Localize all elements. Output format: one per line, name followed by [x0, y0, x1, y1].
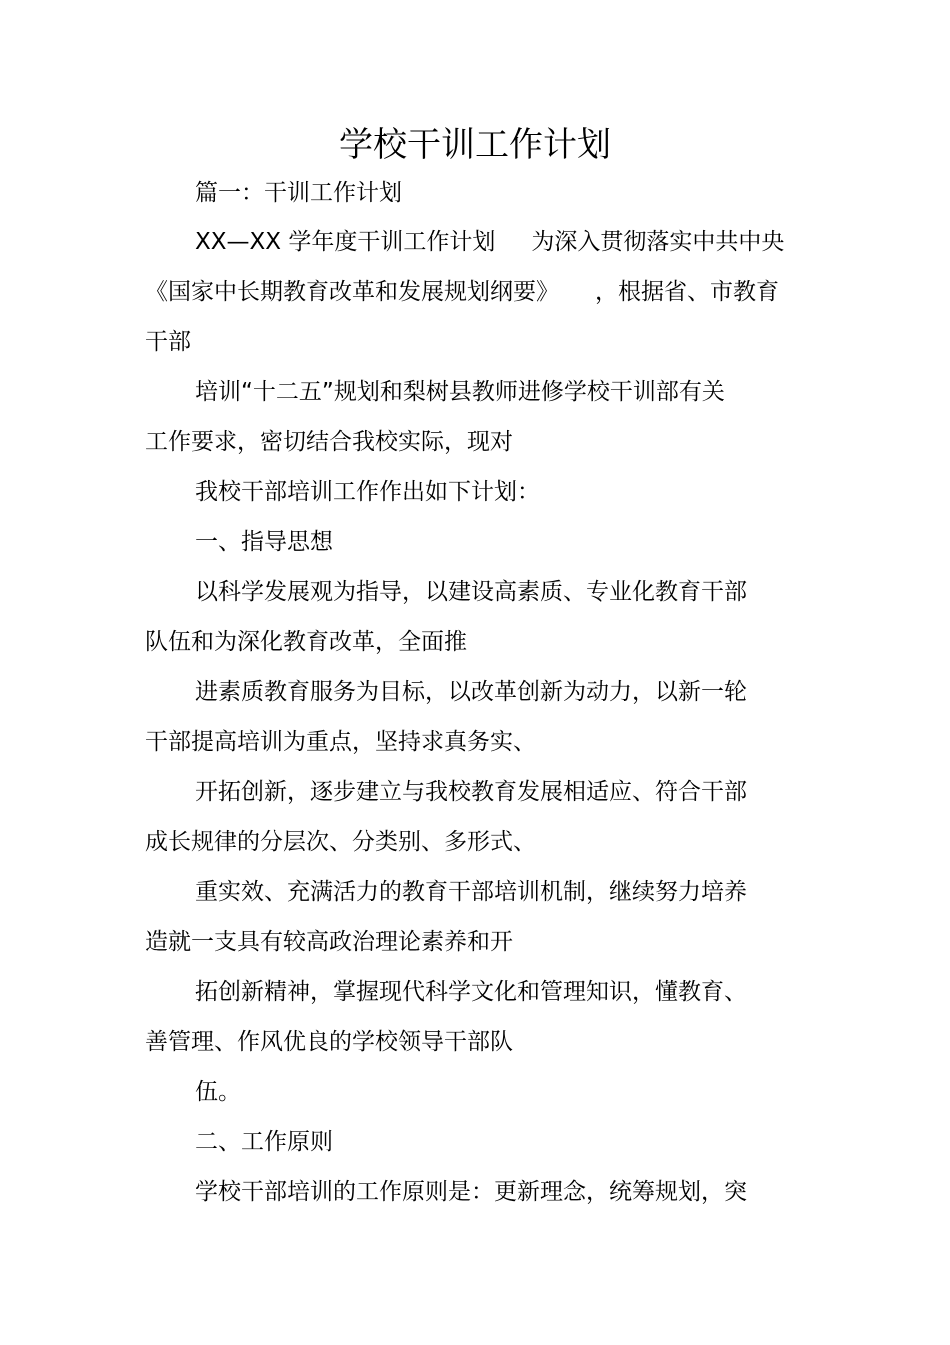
paragraph-line: 以科学发展观为指导，以建设高素质、专业化教育干部	[195, 579, 747, 605]
plan-year-title: XX—XX 学年度干训工作计划	[195, 229, 496, 255]
paragraph-line: 工作要求，密切结合我校实际，现对	[145, 429, 513, 455]
paragraph-line	[195, 227, 784, 257]
paragraph-line: 重实效、充满活力的教育干部培训机制，继续努力培养	[195, 879, 747, 905]
document-title: 学校干训工作计划	[339, 125, 611, 165]
paragraph-line: 善管理、作风优良的学校领导干部队	[145, 1029, 513, 1055]
paragraph-line: 拓创新精神，掌握现代科学文化和管理知识，懂教育、	[195, 979, 747, 1005]
paragraph-line: 进素质教育服务为目标，以改革创新为动力，以新一轮	[195, 679, 747, 705]
paragraph-line: 培训“十二五”规划和梨树县教师进修学校干训部有关	[195, 379, 725, 405]
section-heading-working-principles: 二、工作原则	[195, 1129, 333, 1155]
paragraph-line: 伍。	[195, 1079, 241, 1105]
paragraph-line: 干部提高培训为重点，坚持求真务实、	[145, 729, 536, 755]
section-heading-guiding-ideology: 一、指导思想	[195, 529, 333, 555]
paragraph-line: 学校干部培训的工作原则是：更新理念，统筹规划，突	[195, 1179, 747, 1205]
paragraph-text: 为深入贯彻落实中共中央	[531, 229, 785, 255]
paragraph-line: 开拓创新，逐步建立与我校教育发展相适应、符合干部	[195, 779, 747, 805]
paragraph-line	[145, 277, 779, 307]
section-heading-part1: 篇一：干训工作计划	[195, 180, 402, 206]
paragraph-line: 队伍和为深化教育改革，全面推	[145, 629, 467, 655]
paragraph-text: ，根据省、市教育	[595, 279, 779, 305]
paragraph-line: 成长规律的分层次、分类别、多形式、	[145, 829, 536, 855]
paragraph-line: 造就一支具有较高政治理论素养和开	[145, 929, 513, 955]
paragraph-line: 干部	[145, 329, 191, 355]
paragraph-text: 《国家中长期教育改革和发展规划纲要》	[145, 279, 559, 305]
paragraph-line: 我校干部培训工作作出如下计划：	[195, 479, 540, 505]
